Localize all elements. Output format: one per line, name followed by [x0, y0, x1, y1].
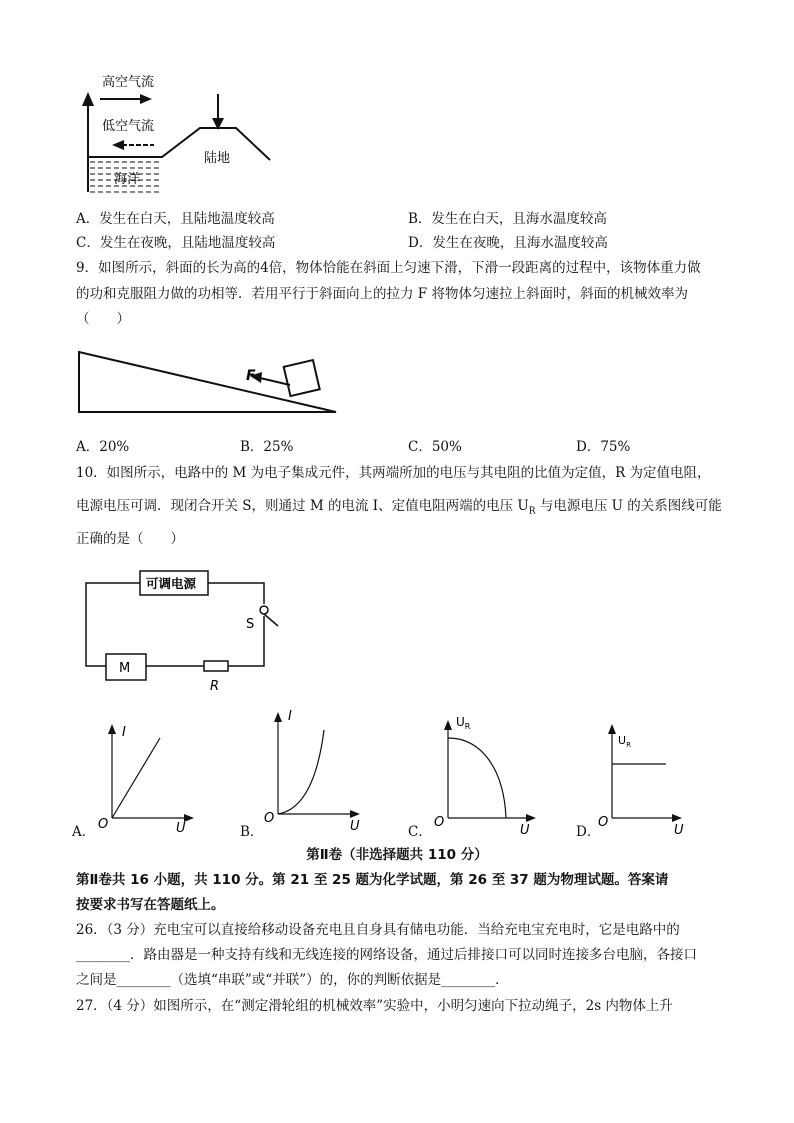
- graph-d-plot: [600, 722, 700, 838]
- graph-a: [96, 718, 206, 836]
- graph-c-curve: [448, 738, 506, 818]
- q8-option-d: D．发生在夜晚，且海水温度较高: [408, 235, 608, 251]
- land-label: 陆地: [204, 151, 231, 166]
- graph-d-ylabel-main: U: [618, 734, 627, 747]
- graph-b: [262, 704, 372, 834]
- graph-c-letter: C．: [408, 824, 432, 840]
- wind-figure: [82, 62, 282, 197]
- q27-line-1: 27．（4 分）如图所示，在“测定滑轮组的机械效率”实验中，小明匀速向下拉动绳子，2s 内物体上升: [76, 998, 673, 1014]
- graph-b-xlabel: U: [350, 819, 360, 834]
- resistor: [204, 661, 228, 671]
- circuit-figure: [78, 566, 288, 696]
- q9-option-a: A．20%: [76, 439, 130, 455]
- graph-c-ylabel-sub: R: [464, 722, 471, 731]
- graph-d-ylabel-sub: R: [626, 741, 631, 749]
- ocean-label: 海洋: [114, 172, 141, 187]
- graph-b-letter: B．: [240, 824, 264, 840]
- switch: [260, 606, 268, 614]
- low-air-label: 低空气流: [102, 119, 155, 134]
- graph-d-origin: O: [598, 815, 609, 830]
- q26-line-1: 26．（3 分）充电宝可以直接给移动设备充电且自身具有储电功能．当给充电宝充电时，它是电路中的: [76, 922, 680, 938]
- q8-option-a: A．发生在白天，且陆地温度较高: [76, 211, 275, 227]
- q10-line-2-sub: R: [528, 506, 536, 517]
- graph-d-xlabel: U: [674, 823, 684, 838]
- graph-c-plot: [434, 706, 544, 838]
- graph-b-ylabel: I: [288, 709, 292, 724]
- graph-b-plot: [262, 704, 372, 834]
- resistor-label: R: [210, 679, 220, 694]
- q10-line-2-text: 电源电压可调．现闭合开关 S，则通过 M 的电流 I、定值电阻两端的电压 U: [76, 498, 529, 514]
- section-2-title: 第Ⅱ卷（非选择题共 110 分）: [306, 847, 488, 863]
- graph-c-xlabel: U: [520, 823, 530, 838]
- graph-c: [434, 706, 544, 838]
- graph-d-letter: D．: [576, 824, 601, 840]
- graph-c-origin: O: [434, 815, 445, 830]
- q9-line-3: （ ）: [76, 311, 130, 327]
- q10-line-2-end: 与电源电压 U 的关系图线可能: [535, 498, 722, 514]
- force-label: F: [246, 368, 256, 384]
- graph-a-xlabel: U: [176, 821, 186, 836]
- graph-d-ylabel: [618, 734, 631, 749]
- graph-b-curve: [278, 730, 324, 814]
- graph-a-plot: [96, 718, 206, 836]
- switch-label: S: [246, 617, 255, 632]
- wind-diagram: [82, 62, 282, 197]
- incline-diagram: [78, 350, 340, 416]
- incline-figure: [78, 350, 340, 416]
- q10-line-2: [76, 496, 722, 522]
- q8-option-c: C．发生在夜晚，且陆地温度较高: [76, 235, 276, 251]
- graph-c-ylabel-main: U: [456, 715, 465, 729]
- graph-a-ylabel: I: [122, 725, 126, 740]
- q9-line-1: 9．如图所示，斜面的长为高的4倍，物体恰能在斜面上匀速下滑，下滑一段距离的过程中，该物体重力做: [76, 260, 701, 276]
- graph-b-origin: O: [264, 811, 275, 826]
- block: [284, 360, 320, 396]
- q10-line-1: 10．如图所示，电路中的 M 为电子集成元件，其两端所加的电压与其电阻的比值为定值，R 为定值电阻，: [76, 465, 711, 481]
- graph-c-ylabel: [456, 715, 471, 731]
- graph-a-letter: A．: [72, 824, 96, 840]
- q26-line-3: 之间是________（选填“串联”或“并联”）的，你的判断依据是________．: [76, 972, 509, 988]
- q9-option-c: C．50%: [408, 439, 462, 455]
- q26-line-2: ________．路由器是一种支持有线和无线连接的网络设备，通过后排接口可以同时连接多台电脑，各接口: [76, 947, 697, 963]
- circuit-diagram: [78, 566, 288, 696]
- power-source-label: 可调电源: [146, 576, 197, 591]
- q9-option-d: D．75%: [576, 439, 631, 455]
- section-2-note-2: 按要求书写在答题纸上。: [76, 897, 225, 913]
- q10-line-3: 正确的是（ ）: [76, 531, 184, 547]
- q9-line-2: 的功和克服阻力做的功相等．若用平行于斜面向上的拉力 F 将物体匀速拉上斜面时，斜面的机械效率为: [76, 286, 688, 302]
- section-2-note-1: 第Ⅱ卷共 16 小题，共 110 分。第 21 至 25 题为化学试题，第 26 至 37 题为物理试题。答案请: [76, 872, 669, 888]
- graph-d: [600, 722, 700, 838]
- q8-option-b: B．发生在白天，且海水温度较高: [408, 211, 607, 227]
- high-air-label: 高空气流: [102, 75, 155, 90]
- q9-option-b: B．25%: [240, 439, 294, 455]
- element-m-label: M: [119, 661, 131, 676]
- graph-a-line: [112, 738, 160, 818]
- graph-a-origin: O: [98, 817, 109, 832]
